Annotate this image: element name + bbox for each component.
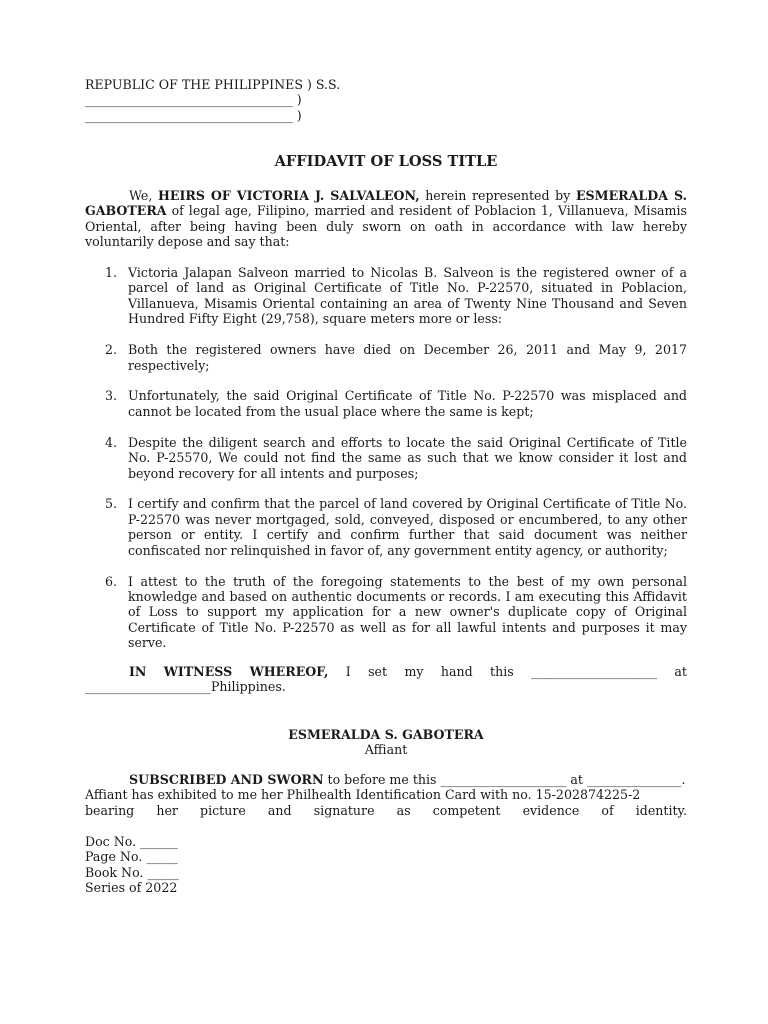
doc-number: Doc No. ______ xyxy=(85,834,178,849)
jurat-bold: SUBSCRIBED AND SWORN xyxy=(129,772,324,787)
witness-word: hand xyxy=(440,664,473,679)
date-blank: ____________________ xyxy=(531,664,658,679)
witness-word: IN xyxy=(129,664,147,679)
statement-item xyxy=(85,574,687,651)
series-year: Series of 2022 xyxy=(85,880,178,896)
witness-word: at xyxy=(674,664,687,679)
venue-line-2: _________________________________ ) xyxy=(85,92,302,108)
witness-line-2: ____________________Philippines. xyxy=(85,679,286,695)
document-title: AFFIDAVIT OF LOSS TITLE xyxy=(274,153,498,170)
statement-number: 1. xyxy=(105,265,118,280)
jurat-rest: to before me this ____________________ at _______________. xyxy=(323,772,686,787)
venue-header xyxy=(85,77,340,123)
jurat-word: her xyxy=(156,802,178,818)
affiant-block xyxy=(85,727,687,758)
page-number: Page No. _____ xyxy=(85,849,178,865)
jurat-word: as xyxy=(396,802,411,818)
witness-line-1 xyxy=(85,664,687,679)
representative-name: ESMERALDA S. GABOTERA xyxy=(85,188,687,219)
statements-list xyxy=(85,265,687,666)
statement-number: 4. xyxy=(105,434,118,450)
statement-number: 5. xyxy=(105,496,118,512)
intro-we: We, xyxy=(129,188,158,203)
witness-paragraph xyxy=(85,664,687,695)
jurat-line-2: Affiant has exhibited to me her Philhealth Identification Card with no. 15-202874225-2 xyxy=(85,787,641,803)
statement-text: I certify and confirm that the parcel of land covered by Original Certificate of Title No. P-22570 was never mortgaged, sold, conveyed, disposed or encumbered, to any other person or entity. I certify and confirm further that said document was neither confiscated nor relinquished in favor of, any government entity agency, or authority; xyxy=(128,496,687,558)
witness-word xyxy=(250,664,329,679)
statement-number: 6. xyxy=(105,573,118,589)
witness-word: set xyxy=(368,664,388,679)
jurat-line-1 xyxy=(85,772,687,787)
venue-line-1: REPUBLIC OF THE PHILIPPINES ) S.S. xyxy=(85,77,341,92)
jurat-word: and xyxy=(267,802,292,818)
intro-represented: herein represented by xyxy=(419,188,576,203)
witness-word: this xyxy=(490,664,514,679)
statement-text: Victoria Jalapan Salveon married to Nicolas B. Salveon is the registered owner of a parcel of land as Original Certificate of Title No. P-22570, situated in Poblacion, Villanueva, Misamis Oriental containing an area of Twenty Nine Thousand and Seven Hundred Fifty Eight (29,758), square meters more or less: xyxy=(128,265,687,327)
statement-text: I attest to the truth of the foregoing statements to the best of my own personal knowledge and based on authentic documents or records. I am executing this Affidavit of Loss to support my application for a new owner's duplicate copy of Original Certificate of Title No. P-22570 as well as for all lawful intents and purposes it may serve. xyxy=(128,573,687,651)
jurat-word: picture xyxy=(200,802,246,818)
witness-word: WITNESS xyxy=(163,664,233,679)
statement-item xyxy=(85,388,687,419)
heirs-name: HEIRS OF VICTORIA J. SALVALEON, xyxy=(157,188,420,203)
statement-text: Despite the diligent search and efforts to locate the said Original Certificate of Title No. P-25570, We could not find the same as such that we know consider it lost and beyond recovery for all intents and purposes; xyxy=(128,434,687,481)
jurat-word: bearing xyxy=(85,802,135,818)
statement-number: 2. xyxy=(105,342,118,358)
statement-text: Both the registered owners have died on December 26, 2011 and May 9, 2017 respectively; xyxy=(128,342,687,373)
statement-number: 3. xyxy=(105,388,118,404)
affiant-role: Affiant xyxy=(364,742,408,758)
jurat-word: of xyxy=(601,802,614,818)
statement-item xyxy=(85,435,687,481)
statement-item xyxy=(85,496,687,558)
jurat-word: competent xyxy=(432,802,501,818)
book-number: Book No. _____ xyxy=(85,864,179,880)
venue-line-3: _________________________________ ) xyxy=(85,107,302,123)
witness-word: my xyxy=(404,664,424,679)
witness-word: I xyxy=(345,664,351,679)
intro-rest: of legal age, Filipino, married and resident of Poblacion 1, Villanueva, Misamis Oriental, after being having been duly sworn on oath in accordance with law hereby voluntarily depose and say that: xyxy=(85,203,687,250)
jurat-word: identity. xyxy=(635,802,687,818)
statement-text: Unfortunately, the said Original Certificate of Title No. P-22570 was misplaced and cannot be located from the usual place where the same is kept; xyxy=(128,388,687,419)
jurat-line-3 xyxy=(85,803,687,818)
jurat-word: evidence xyxy=(522,802,580,818)
affiant-name: ESMERALDA S. GABOTERA xyxy=(288,727,484,742)
jurat-paragraph xyxy=(85,772,687,818)
jurat-word: signature xyxy=(313,802,375,818)
intro-paragraph xyxy=(85,188,687,250)
witness-whereof: WHEREOF, xyxy=(249,664,329,679)
notarial-register xyxy=(85,834,179,896)
statement-item xyxy=(85,265,687,327)
statement-item xyxy=(85,342,687,373)
